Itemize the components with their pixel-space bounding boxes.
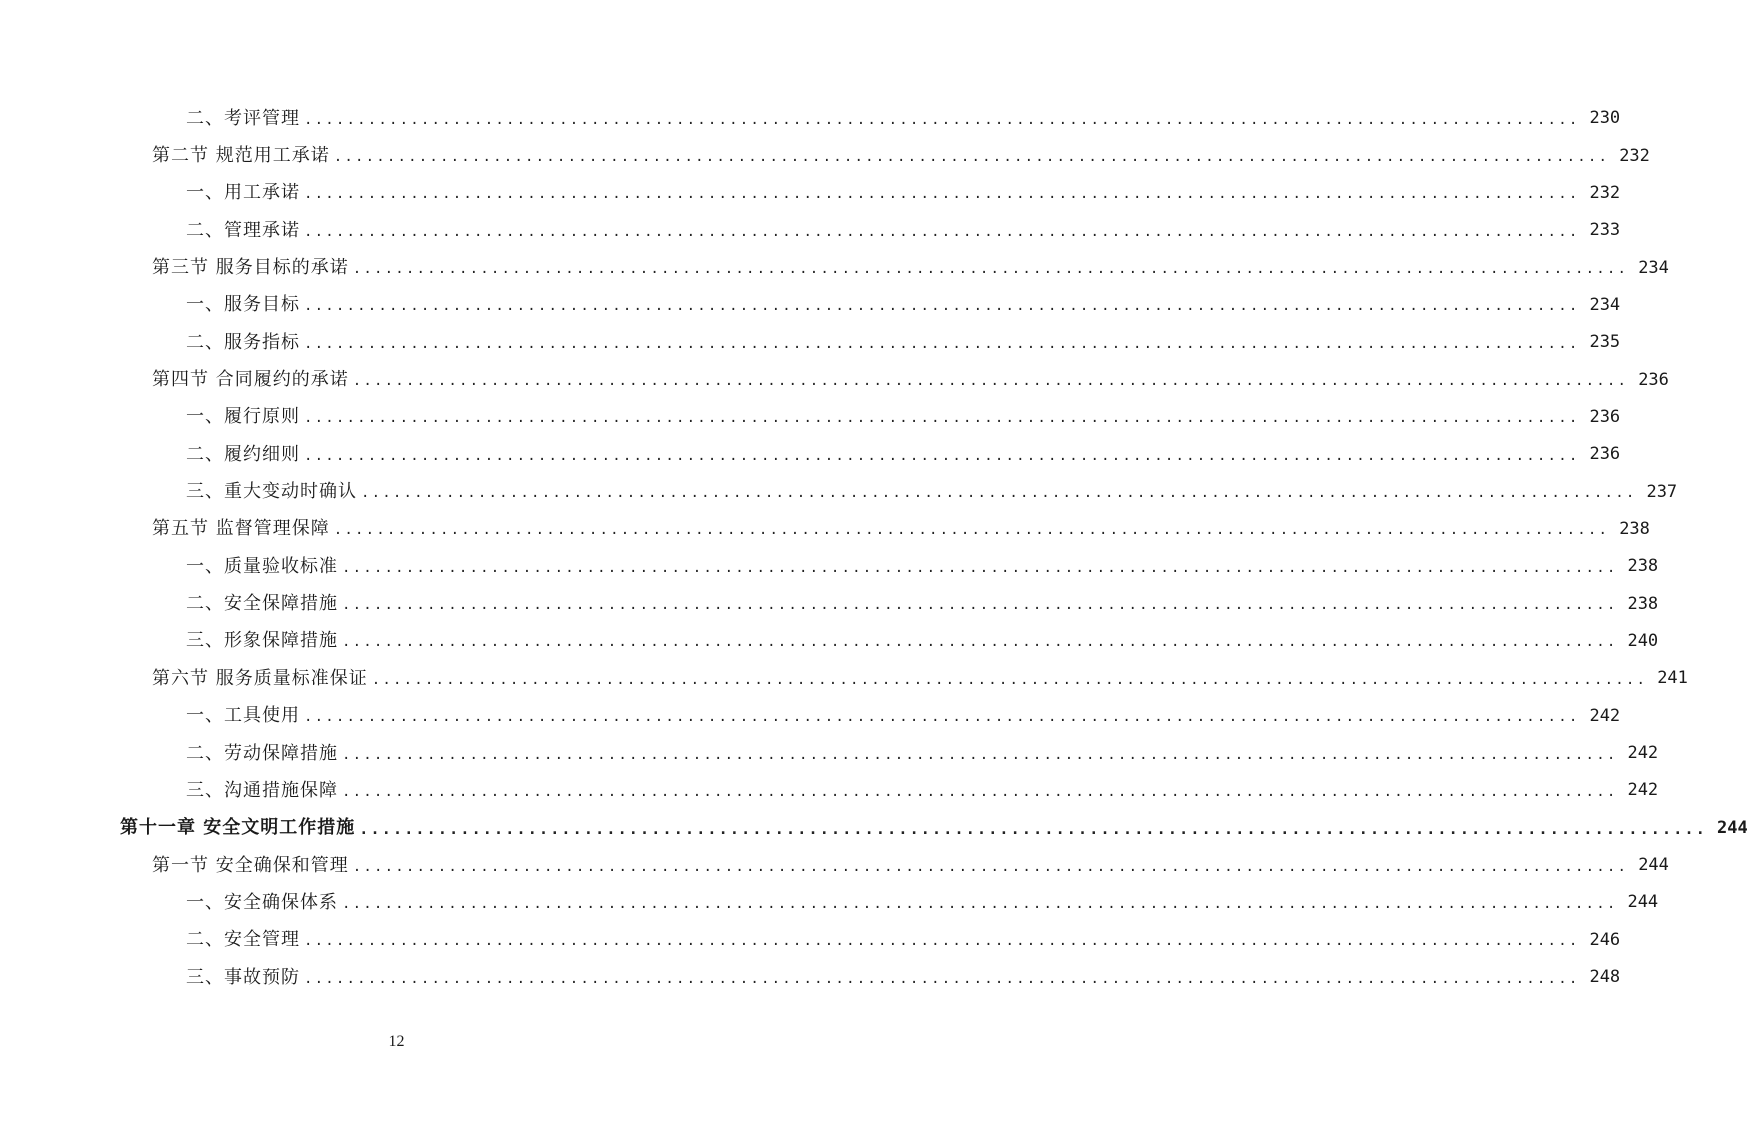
toc-entry-page: 242 <box>1627 780 1659 801</box>
toc-entry-page: 233 <box>1589 220 1621 241</box>
toc-list <box>0 100 1748 996</box>
toc-entry-title: 第六节 服务质量标准保证 <box>152 667 368 689</box>
toc-entry-title: 一、工具使用 <box>186 705 300 727</box>
toc-entry-title: 一、安全确保体系 <box>186 891 338 913</box>
toc-entry-title: 一、用工承诺 <box>186 182 300 204</box>
toc-subsection-entry[interactable] <box>0 772 1659 809</box>
toc-entry-page: 234 <box>1589 294 1621 315</box>
dot-leader: ........................................................................................................................ <box>333 149 1610 166</box>
toc-entry-title: 第四节 合同履约的承诺 <box>152 369 349 391</box>
toc-entry-page: 246 <box>1589 929 1621 950</box>
toc-entry-title: 二、安全保障措施 <box>186 593 338 615</box>
dot-leader: ........................................................................................................................ <box>342 559 1618 576</box>
dot-leader: ........................................................................................................................ <box>304 933 1580 950</box>
dot-leader: ........................................................................................................................ <box>342 895 1618 912</box>
dot-leader: ........................................................................................................................ <box>371 671 1648 688</box>
toc-entry-title: 第二节 规范用工承诺 <box>152 145 330 167</box>
toc-entry-page: 244 <box>1627 892 1659 913</box>
dot-leader: ........................................................................................................................ <box>342 597 1618 614</box>
toc-section-entry[interactable] <box>0 660 1688 697</box>
toc-section-entry[interactable] <box>0 137 1650 174</box>
toc-section-entry[interactable] <box>0 249 1669 286</box>
toc-entry-page: 244 <box>1638 855 1669 876</box>
toc-subsection-entry[interactable] <box>0 100 1621 137</box>
toc-entry-title: 二、履约细则 <box>186 443 300 465</box>
toc-subsection-entry[interactable] <box>0 175 1621 212</box>
toc-entry-title: 第三节 服务目标的承诺 <box>152 257 349 279</box>
toc-entry-page: 236 <box>1638 369 1669 390</box>
dot-leader: ........................................................................................................................ <box>304 298 1580 315</box>
dot-leader: ........................................................................................................................ <box>352 373 1629 390</box>
toc-entry-page: 238 <box>1627 556 1659 577</box>
toc-subsection-entry[interactable] <box>0 623 1659 660</box>
dot-leader: ........................................................................................................................ <box>352 261 1629 278</box>
dot-leader: ........................................................................................................................ <box>304 335 1580 352</box>
toc-entry-page: 248 <box>1589 967 1621 988</box>
toc-subsection-entry[interactable] <box>0 548 1659 585</box>
toc-entry-page: 237 <box>1646 481 1678 502</box>
toc-entry-title: 三、事故预防 <box>186 966 300 988</box>
toc-subsection-entry[interactable] <box>0 399 1621 436</box>
toc-subsection-entry[interactable] <box>0 922 1621 959</box>
dot-leader: ........................................................................................................................ <box>304 410 1580 427</box>
toc-entry-title: 二、安全管理 <box>186 929 300 951</box>
toc-subsection-entry[interactable] <box>0 473 1678 510</box>
dot-leader: ........................................................................................................................ <box>359 819 1707 838</box>
toc-entry-page: 242 <box>1589 705 1621 726</box>
table-of-contents <box>0 100 1748 996</box>
toc-section-entry[interactable] <box>0 511 1650 548</box>
toc-subsection-entry[interactable] <box>0 212 1621 249</box>
toc-entry-page: 234 <box>1638 257 1669 278</box>
dot-leader: ........................................................................................................................ <box>304 709 1580 726</box>
dot-leader: ........................................................................................................................ <box>304 970 1580 987</box>
toc-subsection-entry[interactable] <box>0 959 1621 996</box>
toc-entry-page: 235 <box>1589 332 1621 353</box>
toc-subsection-entry[interactable] <box>0 436 1621 473</box>
toc-entry-page: 232 <box>1619 145 1650 166</box>
toc-entry-title: 第十一章 安全文明工作措施 <box>120 817 356 839</box>
dot-leader: ........................................................................................................................ <box>304 111 1580 128</box>
toc-subsection-entry[interactable] <box>0 698 1621 735</box>
dot-leader: ........................................................................................................................ <box>361 485 1637 502</box>
toc-entry-title: 一、履行原则 <box>186 406 300 428</box>
dot-leader: ........................................................................................................................ <box>342 783 1618 800</box>
toc-entry-page: 238 <box>1619 518 1650 539</box>
toc-subsection-entry[interactable] <box>0 735 1659 772</box>
toc-section-entry[interactable] <box>0 847 1669 884</box>
toc-entry-page: 232 <box>1589 182 1621 203</box>
toc-entry-page: 230 <box>1589 108 1621 129</box>
toc-entry-page: 244 <box>1716 817 1748 838</box>
toc-entry-title: 第五节 监督管理保障 <box>152 518 330 540</box>
toc-entry-title: 三、沟通措施保障 <box>186 779 338 801</box>
dot-leader: ........................................................................................................................ <box>304 447 1580 464</box>
dot-leader: ........................................................................................................................ <box>304 223 1580 240</box>
toc-entry-title: 二、管理承诺 <box>186 219 300 241</box>
toc-section-entry[interactable] <box>0 361 1669 398</box>
toc-entry-title: 第一节 安全确保和管理 <box>152 854 349 876</box>
toc-entry-page: 238 <box>1627 593 1659 614</box>
toc-entry-title: 三、重大变动时确认 <box>186 481 357 503</box>
toc-entry-page: 236 <box>1589 406 1621 427</box>
toc-entry-page: 241 <box>1657 668 1688 689</box>
toc-entry-title: 二、考评管理 <box>186 107 300 129</box>
toc-entry-title: 一、质量验收标准 <box>186 555 338 577</box>
toc-entry-page: 240 <box>1627 630 1659 651</box>
dot-leader: ........................................................................................................................ <box>352 858 1629 875</box>
toc-entry-title: 二、服务指标 <box>186 331 300 353</box>
toc-chapter-entry[interactable] <box>0 810 1748 847</box>
toc-entry-title: 三、形象保障措施 <box>186 630 338 652</box>
toc-subsection-entry[interactable] <box>0 585 1659 622</box>
toc-subsection-entry[interactable] <box>0 884 1659 921</box>
dot-leader: ........................................................................................................................ <box>342 634 1618 651</box>
toc-entry-page: 242 <box>1627 743 1659 764</box>
page-number: 12 <box>388 1033 405 1050</box>
dot-leader: ........................................................................................................................ <box>333 522 1610 539</box>
toc-entry-title: 一、服务目标 <box>186 294 300 316</box>
toc-entry-title: 二、劳动保障措施 <box>186 742 338 764</box>
dot-leader: ........................................................................................................................ <box>342 746 1618 763</box>
dot-leader: ........................................................................................................................ <box>304 186 1580 203</box>
toc-entry-page: 236 <box>1589 444 1621 465</box>
toc-subsection-entry[interactable] <box>0 287 1621 324</box>
toc-subsection-entry[interactable] <box>0 324 1621 361</box>
